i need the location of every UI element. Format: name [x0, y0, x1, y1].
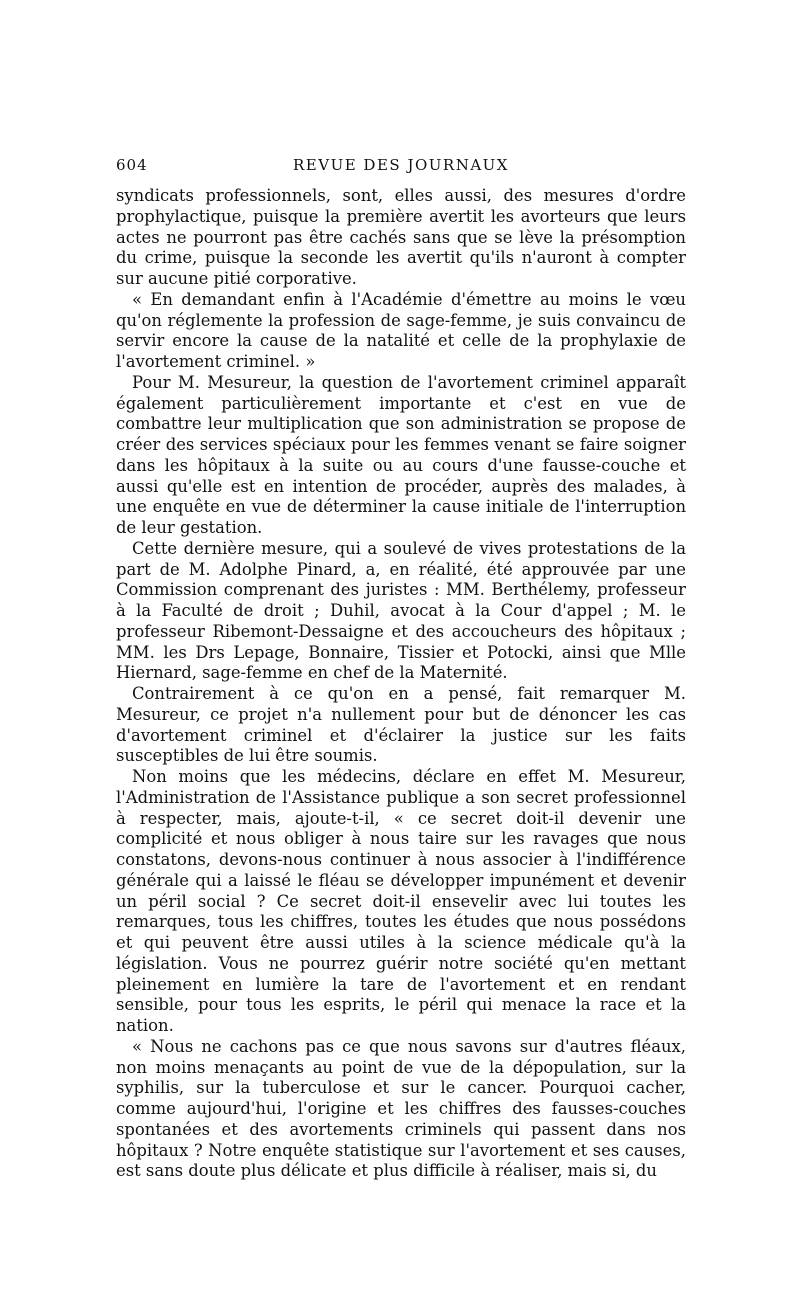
article-body — [116, 186, 686, 1182]
paragraph: syndicats professionnels, sont, elles aussi, des mesures d'ordre prophylactique, puisque la première avertit les avorteurs que leurs actes ne pourront pas être cachés sans que se lève la présomption du crime, puisque la seconde les avertit qu'ils n'auront à compter sur aucune pitié corporative. — [116, 186, 686, 288]
paragraph: Cette dernière mesure, qui a soulevé de vives protestations de la part de M. Adolphe Pinard, a, en réalité, été approuvée par une Commission comprenant des juristes : MM. Berthélemy, professeur à la Faculté de droit ; Duhil, avocat à la Cour d'appel ; M. le professeur Ribemont-Dessaigne et des accoucheurs des hôpitaux ; MM. les Drs Lepage, Bonnaire, Tissier et Potocki, ainsi que Mlle Hiernard, sage-femme en chef de la Maternité. — [116, 538, 686, 683]
paragraph: « Nous ne cachons pas ce que nous savons sur d'autres fléaux, non moins menaçants au point de vue de la dépopulation, sur la syphilis, sur la tuberculose et sur le cancer. Pourquoi cacher, comme aujourd'hui, l'origine et les chiffres des fausses-couches spontanées et des avortements criminels qui passent dans nos hôpitaux ? Notre enquête statistique sur l'avortement et ses causes, est sans doute plus délicate et plus difficile à réaliser, mais si, du — [116, 1036, 686, 1181]
paragraph: Contrairement à ce qu'on en a pensé, fait remarquer M. Mesureur, ce projet n'a nullement pour but de dénoncer les cas d'avortement criminel et d'éclairer la justice sur les faits susceptibles de lui être soumis. — [116, 684, 686, 766]
journal-title: REVUE DES JOURNAUX — [293, 156, 509, 174]
page-number: 604 — [116, 156, 148, 174]
paragraph: Pour M. Mesureur, la question de l'avortement criminel apparaît également particulièrement importante et c'est en vue de combattre leur multiplication que son administration se propose de créer des services spéciaux pour les femmes venant se faire soigner dans les hôpitaux à la suite ou au cours d'une fausse-couche et aussi qu'elle est en intention de procéder, auprès des malades, à une enquête en vue de déterminer la cause initiale de l'interruption de leur gestation. — [116, 372, 686, 537]
paragraph: Non moins que les médecins, déclare en effet M. Mesureur, l'Administration de l'Assistance publique a son secret professionnel à respecter, mais, ajoute-t-il, « ce secret doit-il devenir une complicité et nous obliger à nous taire sur les ravages que nous constatons, devons-nous continuer à nous associer à l'indifférence générale qui a laissé le fléau se développer impunément et devenir un péril social ? Ce secret doit-il ensevelir avec lui toutes les remarques, tous les chiffres, toutes les études que nous possédons et qui peuvent être aussi utiles à la science médicale qu'à la législation. Vous ne pourrez guérir notre société qu'en mettant pleinement en lumière la tare de l'avortement et en rendant sensible, pour tous les esprits, le péril qui menace la race et la nation. — [116, 767, 686, 1035]
paragraph: « En demandant enfin à l'Académie d'émettre au moins le vœu qu'on réglemente la profession de sage-femme, je suis convaincu de servir encore la cause de la natalité et celle de la prophylaxie de l'avortement criminel. » — [116, 289, 686, 371]
page — [116, 150, 686, 1182]
running-head — [116, 150, 686, 178]
